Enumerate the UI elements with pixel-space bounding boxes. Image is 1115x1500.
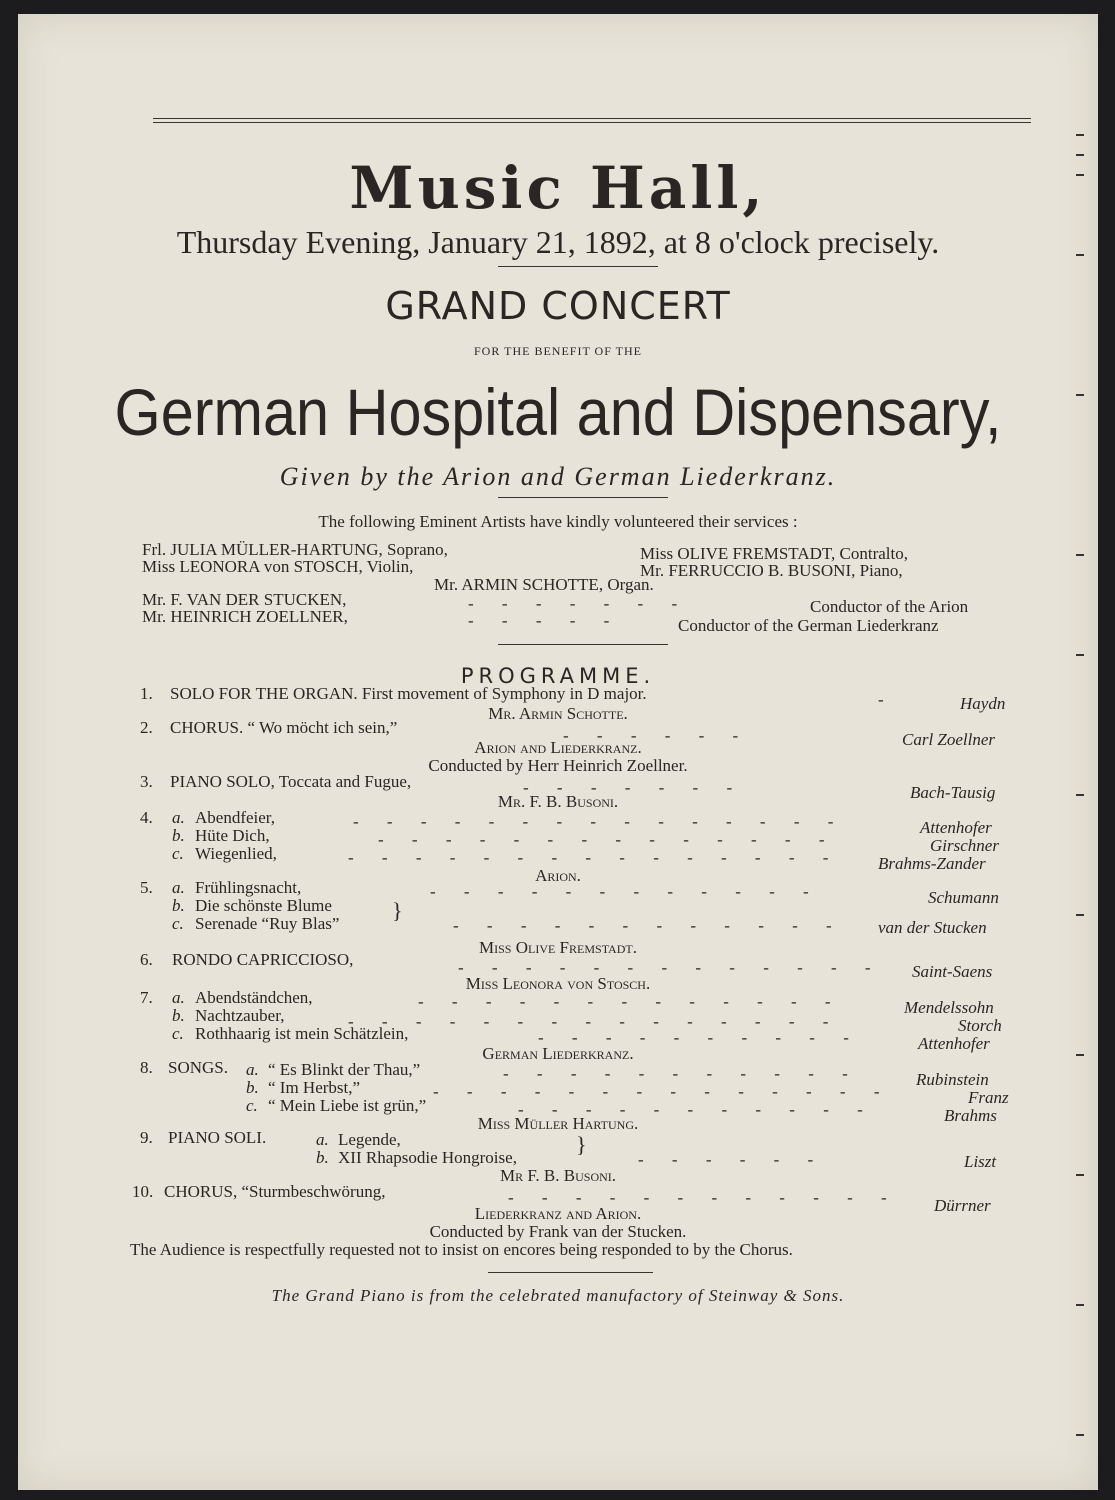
edge-mark [1076,554,1084,556]
composer: Franz [968,1088,1009,1107]
part-title: Serenade “Ruy Blas” [195,914,340,933]
composer: Rubinstein [916,1070,989,1089]
dot-leader: - - - - - - - - - - - - - - - [348,848,841,867]
programme-page [18,14,1098,1490]
top-rule [153,118,1031,119]
benefit-line: FOR THE BENEFIT OF THE [473,344,642,358]
dot-leader: - - - - - - - - - - - - - [418,992,843,1011]
performer: Miss Leonora von Stosch. [465,974,651,993]
artists-intro: The following Eminent Artists have kindly volunteered their services : [318,512,798,531]
part-title: “ Im Herbst,” [268,1078,361,1097]
item-title: CHORUS. “ Wo möcht ich sein,” [170,718,398,737]
part-title: Nachtzauber, [195,1006,285,1025]
part-title: Abendständchen, [195,988,313,1007]
composer: Storch [958,1016,1002,1035]
part-label: a. [316,1130,329,1149]
performer: Arion. [535,866,581,885]
edge-mark [1076,154,1084,156]
composer: Bach-Tausig [910,783,996,802]
dot-leader: - - - - - - [563,726,751,745]
part-label: b. [246,1078,259,1097]
part-label: a. [172,988,185,1007]
performer: Miss Müller Hartung. [477,1114,639,1133]
dot-leader: - - - - - - - [468,594,690,613]
conductor-note: Conducted by Herr Heinrich Zoellner. [428,756,688,775]
dot-leader: - [878,690,884,709]
part-label: b. [316,1148,329,1167]
composer: Attenhofer [920,818,992,837]
brace: } [576,1132,587,1157]
item-number: 9. [140,1128,153,1147]
part-label: c. [246,1096,258,1115]
dot-leader: - - - - - - - - - - - [518,1100,875,1119]
edge-mark [1076,1304,1084,1306]
performer: Arion and Liederkranz. [474,738,642,757]
edge-mark [1076,174,1084,176]
composer: Carl Zoellner [902,730,996,749]
item-number: 10. [132,1182,154,1201]
dot-leader: - - - - - - [638,1150,826,1169]
part-title: Wiegenlied, [195,844,277,863]
piano-credit: The Grand Piano is from the celebrated manufactory of Steinway & Sons. [271,1286,845,1305]
performer: Miss Olive Fremstadt. [479,938,637,957]
composer: Attenhofer [918,1034,990,1053]
composer: Brahms [944,1106,997,1125]
item-title: PIANO SOLO, Toccata and Fugue, [170,772,412,791]
item-number: 8. [140,1058,153,1077]
part-title: Hüte Dich, [195,826,270,845]
composer: van der Stucken [878,918,987,937]
part-label: b. [172,896,185,915]
part-title: Legende, [338,1130,401,1149]
composer: Mendelssohn [904,998,994,1017]
item-title: SOLO FOR THE ORGAN. First movement of Symphony in D major. [170,684,647,703]
dot-leader: - - - - - - - - - - - - - - [378,830,837,849]
item-number: 7. [140,988,153,1007]
composer: Dürrner [934,1196,991,1215]
dot-leader: - - - - - - - - - - - - [430,882,821,901]
given-by-line: Given by the Arion and German Liederkranz. [279,462,837,491]
performer: Mr. F. B. Busoni. [497,792,619,811]
part-label: c. [172,1024,184,1043]
venue-title: Music Hall, [349,154,767,222]
conductor-role-liederkranz: Conductor of the German Liederkranz [678,616,939,635]
composer: Girschner [930,836,999,855]
artist-muller-hartung: Frl. JULIA MÜLLER-HARTUNG, Soprano, [142,540,448,559]
conductor-van-der-stucken: Mr. F. VAN DER STUCKEN, [142,590,347,609]
item-number: 1. [140,684,153,703]
composer: Saint-Saens [912,962,993,981]
encore-notice: The Audience is respectfully requested not to insist on encores being responded to by the Chorus. [130,1240,793,1259]
dot-leader: - - - - - - - - - - - - [508,1188,899,1207]
performer: German Liederkranz. [482,1044,634,1063]
conductor-note: Conducted by Frank van der Stucken. [429,1222,687,1241]
part-title: XII Rhapsodie Hongroise, [338,1148,517,1167]
item-heading: PIANO SOLI. [168,1128,267,1147]
performer: Liederkranz and Arion. [474,1204,642,1223]
edge-mark [1076,1434,1084,1436]
edge-mark [1076,914,1084,916]
brace: } [392,898,403,923]
item-title: RONDO CAPRICCIOSO, [172,950,354,969]
part-title: Rothhaarig ist mein Schätzlein, [195,1024,409,1043]
composer: Brahms-Zander [878,854,986,873]
top-rule-double [153,122,1031,123]
dot-leader: - - - - - - - - - - - - - [458,958,883,977]
part-label: b. [172,826,185,845]
part-title: Die schönste Blume [195,896,332,915]
item-number: 6. [140,950,153,969]
composer: Schumann [928,888,999,907]
part-title: “ Es Blinkt der Thau,” [268,1060,421,1079]
divider [498,497,668,498]
edge-mark [1076,254,1084,256]
part-title: Abendfeier, [195,808,276,827]
artist-schotte: Mr. ARMIN SCHOTTE, Organ. [434,575,654,594]
part-label: c. [172,844,184,863]
artist-fremstadt: Miss OLIVE FREMSTADT, Contralto, [640,544,908,563]
item-heading: SONGS. [168,1058,228,1077]
part-label: a. [172,808,185,827]
edge-mark [1076,134,1084,136]
edge-mark [1076,1174,1084,1176]
edge-mark [1076,654,1084,656]
item-number: 4. [140,808,153,827]
beneficiary-title: German Hospital and Dispensary, [114,375,1002,449]
item-title: CHORUS, “Sturmbeschwörung, [164,1182,386,1201]
artist-von-stosch: Miss LEONORA von STOSCH, Violin, [142,557,414,576]
concert-date: Thursday Evening, January 21, 1892, at 8 o'clock precisely. [176,224,940,260]
dot-leader: - - - - - - - - - - - - - - - [353,812,846,831]
part-label: b. [172,1006,185,1025]
part-title: “ Mein Liebe ist grün,” [268,1096,427,1115]
concert-title: GRAND CONCERT [385,284,731,328]
conductor-zoellner: Mr. HEINRICH ZOELLNER, [142,607,348,626]
conductor-role-arion: Conductor of the Arion [810,597,969,616]
item-number: 3. [140,772,153,791]
dot-leader: - - - - - - - [523,778,745,797]
programme-heading: PROGRAMME. [460,664,656,688]
dot-leader: - - - - - - - - - - - - [453,916,844,935]
part-label: a. [172,878,185,897]
part-label: a. [246,1060,259,1079]
performer: Mr F. B. Busoni. [499,1166,617,1185]
dot-leader: - - - - - - - - - - - - - - [433,1082,892,1101]
divider [498,266,658,267]
item-number: 5. [140,878,153,897]
dot-leader: - - - - - [468,611,622,630]
dot-leader: - - - - - - - - - - - [503,1064,860,1083]
item-number: 2. [140,718,153,737]
performer: Mr. Armin Schotte. [488,704,628,723]
edge-mark [1076,394,1084,396]
divider [488,1272,653,1273]
composer: Liszt [964,1152,997,1171]
artist-busoni: Mr. FERRUCCIO B. BUSONI, Piano, [640,561,903,580]
edge-mark [1076,794,1084,796]
divider [498,644,668,645]
edge-mark [1076,1054,1084,1056]
part-label: c. [172,914,184,933]
dot-leader: - - - - - - - - - - [538,1028,861,1047]
dot-leader: - - - - - - - - - - - - - - - [348,1012,841,1031]
composer: Haydn [960,694,1006,713]
part-title: Frühlingsnacht, [195,878,302,897]
